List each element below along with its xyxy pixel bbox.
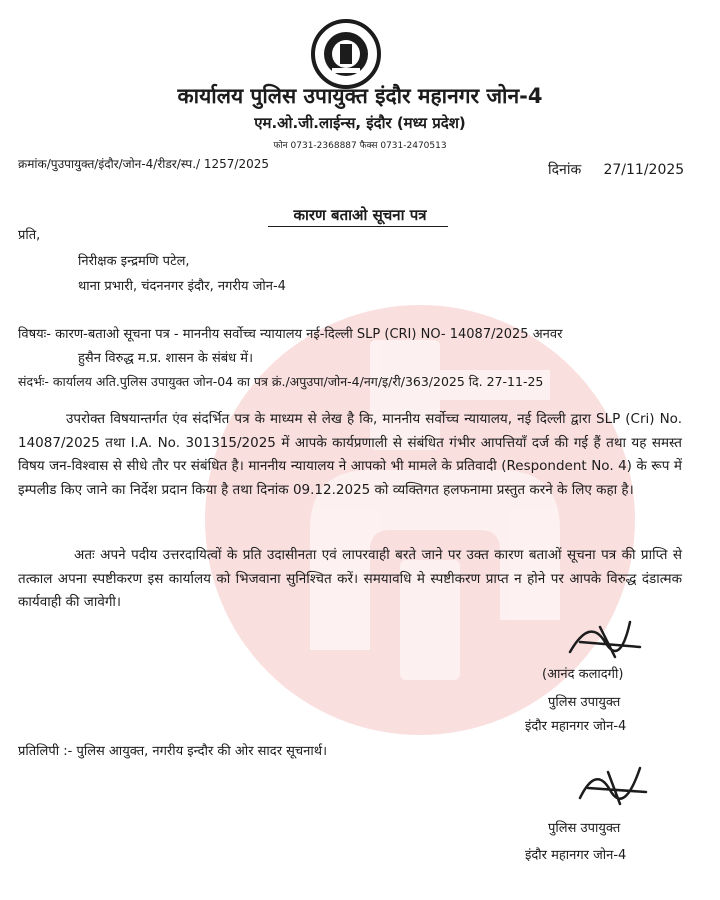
recipient-label: प्रति,: [18, 228, 41, 243]
notice-title: कारण बताओ सूचना पत्र: [293, 206, 427, 224]
copy-signatory-office: इंदौर महानगर जोन-4: [525, 848, 627, 863]
police-emblem-icon: [310, 18, 382, 90]
body-paragraph-1: उपरोक्त विषयान्तर्गत एंव संदर्भित पत्र के माध्यम से लेख है कि, माननीय सर्वोच्च न्यायालय, नई दिल्ली द्वारा SLP (Cri) No. 14087/2025 तथा I.A. No. 301315/2025 में आपके कार्यप्रणाली से संबंधित गंभीर आपत्तियाँ दर्ज की गई हैं तथा यह समस्त विषय जन-विश्वास से सीधे तौर पर संबंधित है। माननीय न्यायालय ने आपको भी मामले के प्रतिवादी (Respondent No. 4) के रूप में इम्पलीड किए जाने का निर्देश प्रदान किया है तथा दिनांक 09.12.2025 को व्यक्तिगत हलफनामा प्रस्तुत करने के लिए कहा है।: [18, 411, 682, 498]
copy-signatory-designation: पुलिस उपायुक्त: [548, 821, 621, 836]
signatory-designation: पुलिस उपायुक्त: [548, 695, 621, 710]
office-contact: फोन 0731-2368887 फैक्स 0731-2470513: [273, 141, 447, 151]
signature-1-mark: [560, 612, 650, 662]
subject-line-2: हुसैन विरुद्ध म.प्र. शासन के संबंध में।: [78, 351, 253, 366]
reference-number: क्रमांक/पुउपायुक्त/इंदौर/जोन-4/रीडर/स्प./ 1257/2025: [18, 157, 270, 171]
letter-date: [548, 160, 684, 179]
copy-to-line: प्रतिलिपी :- पुलिस आयुक्त, नगरीय इन्दौर की ओर सादर सूचनार्थ।: [18, 744, 328, 759]
office-name-heading: कार्यालय पुलिस उपायुक्त इंदौर महानगर जोन-4: [177, 84, 543, 108]
recipient-name: निरीक्षक इन्द्रमणि पटेल,: [78, 254, 190, 269]
body-paragraph-2: अतः अपने पदीय उत्तरदायित्वों के प्रति उदासीनता एवं लापरवाही बरते जाने पर उक्त कारण बताओं सूचना पत्र की प्राप्ति से तत्काल अपना स्पष्टीकरण इस कार्यालय को भिजवाना सुनिश्चित करें। समयावधि मे स्पष्टीकरण प्राप्त न होने पर आपके विरुद्ध दंडात्मक कार्यवाही की जावेगी।: [18, 547, 682, 610]
office-address: एम.ओ.जी.लाईन्स, इंदौर (मध्य प्रदेश): [254, 114, 466, 132]
date-label: दिनांक: [548, 162, 582, 178]
reference-line: संदर्भः- कार्यालय अति.पुलिस उपायुक्त जोन-04 का पत्र क्रं./अपुउपा/जोन-4/नग/इ/री/363/2025 दि. 27-11-25: [18, 374, 544, 389]
title-underline: [268, 226, 448, 227]
subject-line-1: विषयः- कारण-बताओ सूचना पत्र - माननीय सर्वोच्च न्यायालय नई-दिल्ली SLP (CRI) NO- 14087/2025 अनवर: [18, 327, 563, 342]
signatory-name: (आनंद कलादगी): [542, 667, 624, 682]
recipient-designation: थाना प्रभारी, चंदननगर इंदौर, नगरीय जोन-4: [78, 279, 286, 294]
date-value: 27/11/2025: [603, 162, 685, 178]
signature-2-mark: [568, 760, 658, 810]
signatory-office: इंदौर महानगर जोन-4: [525, 719, 627, 734]
